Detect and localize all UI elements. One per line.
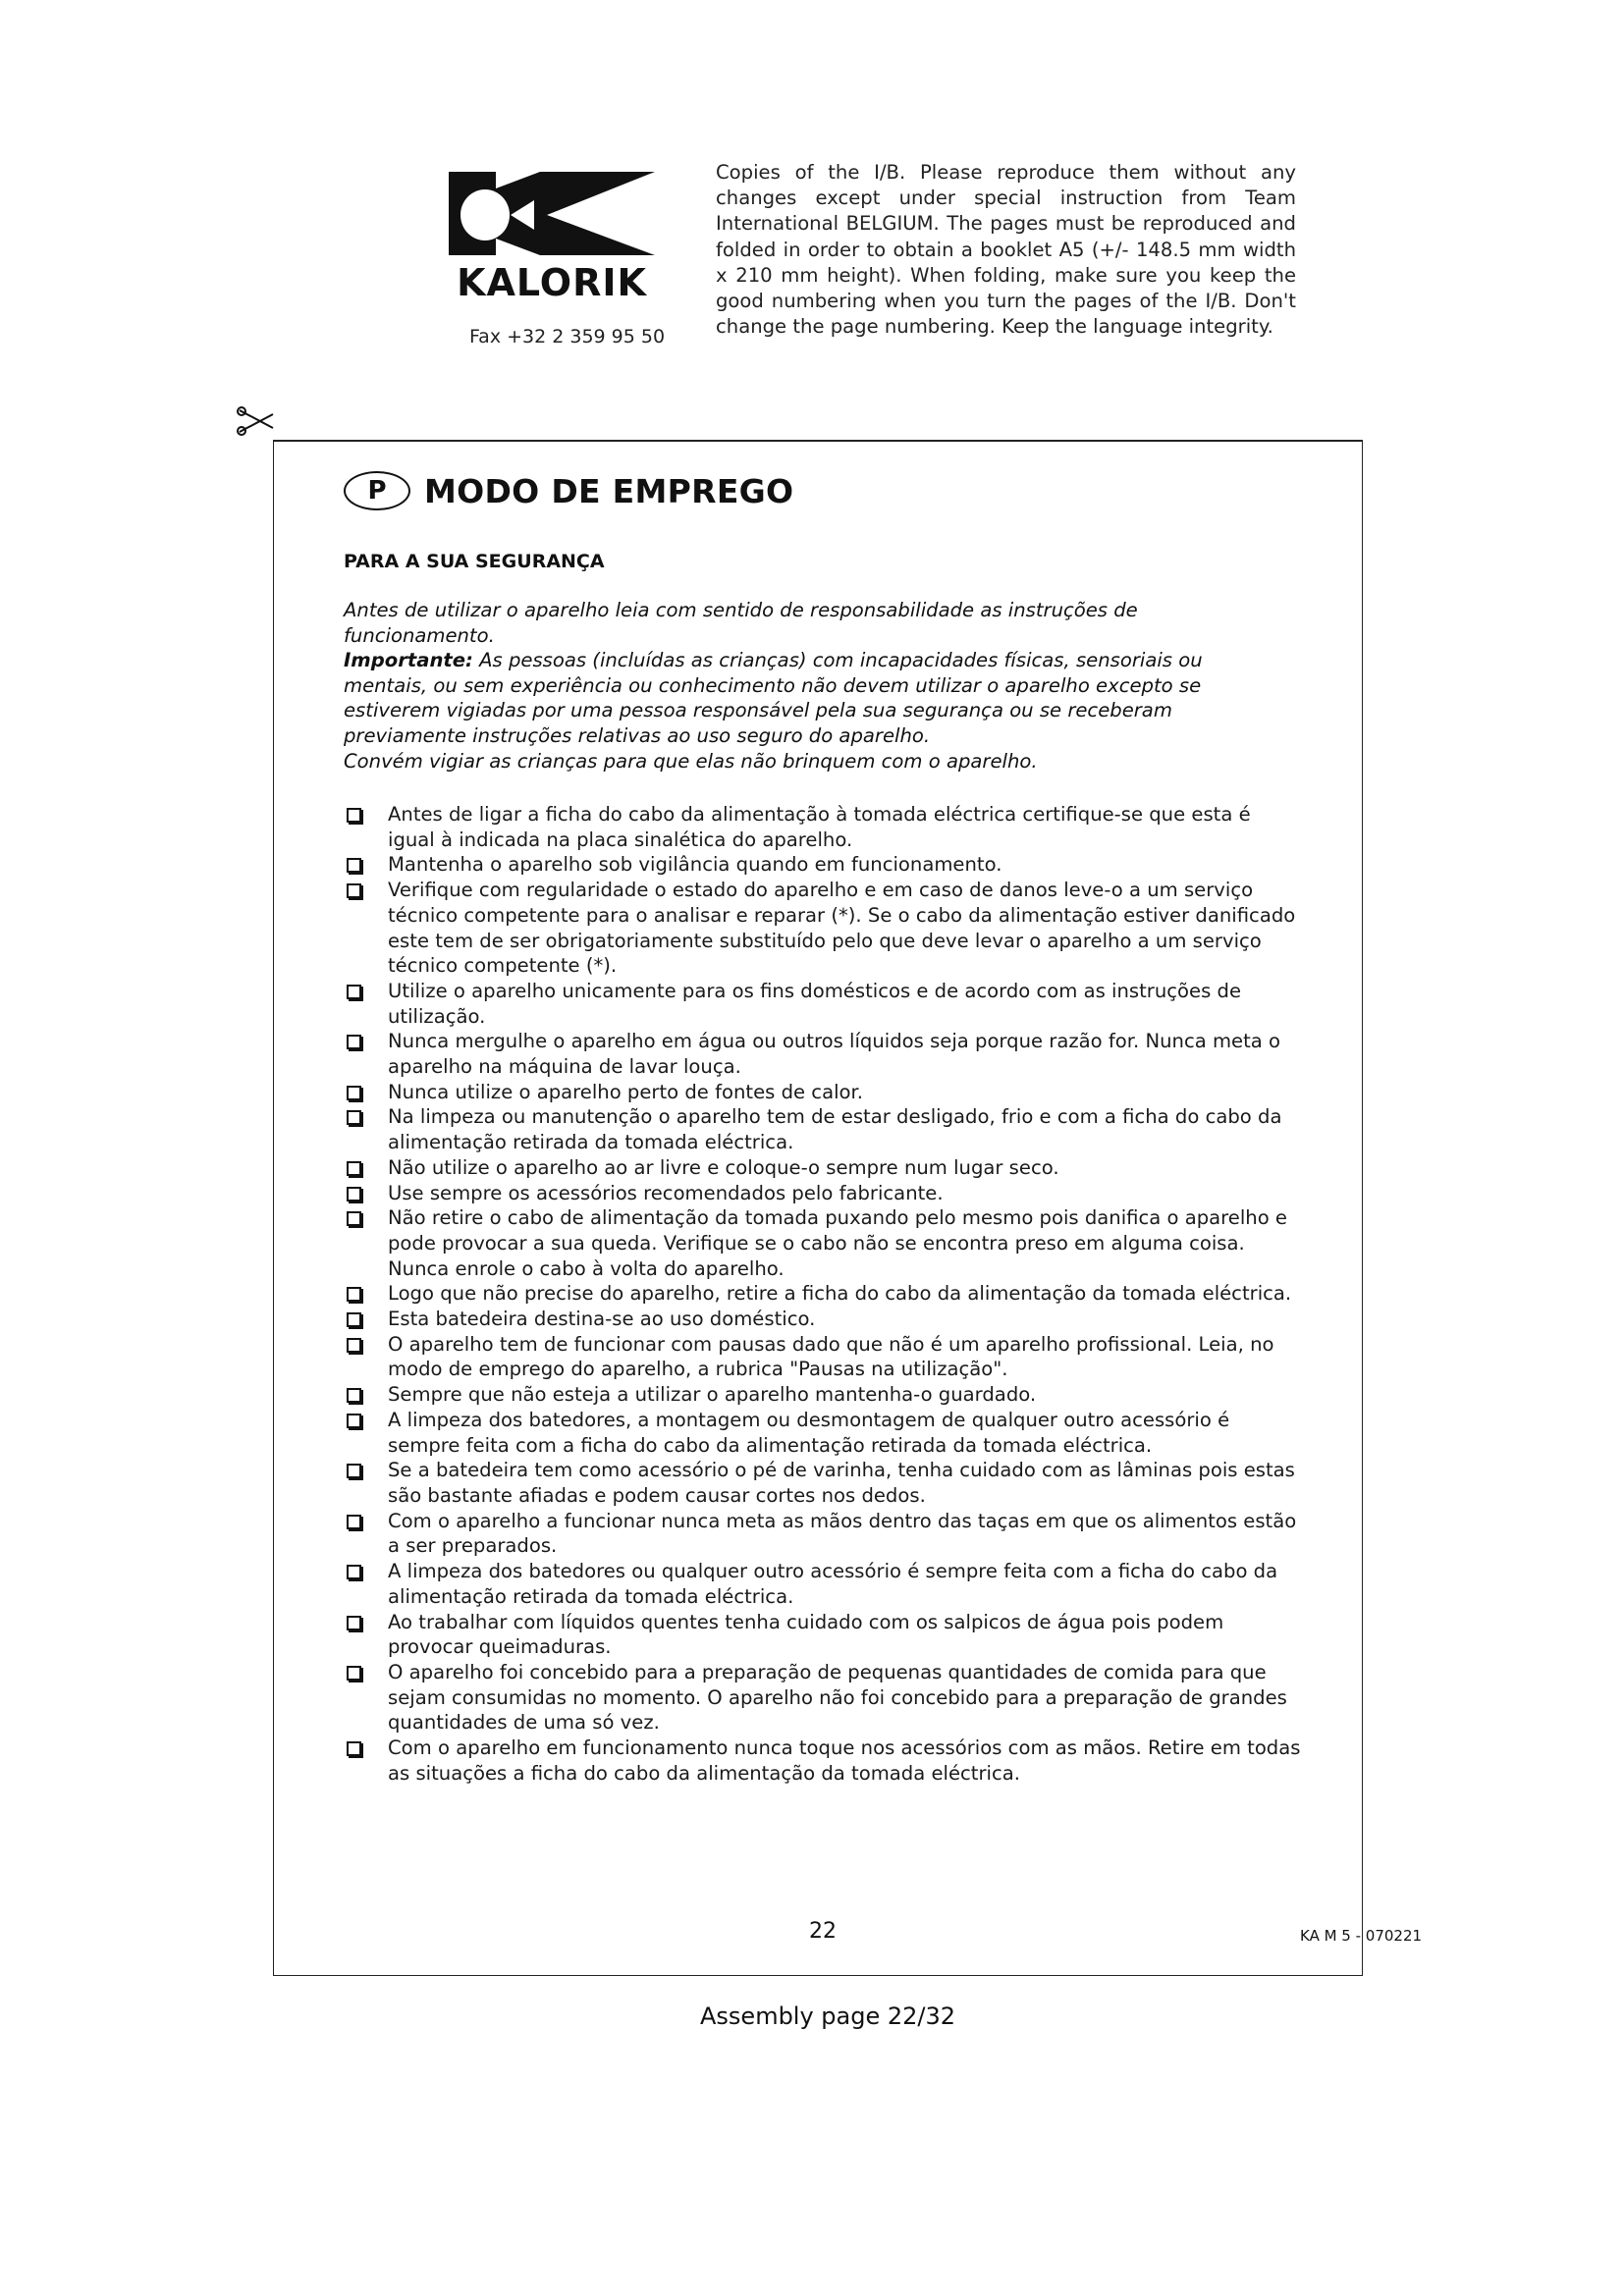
important-paragraph: [344, 648, 1257, 748]
list-item: [344, 1458, 1301, 1508]
list-item-text: A limpeza dos batedores, a montagem ou desmontagem de qualquer outro acessório é sempre feita com a ficha do cabo da alimentação retirada da tomada eléctrica.: [388, 1408, 1230, 1457]
list-item: [344, 852, 1301, 878]
checkbox-bullet-icon: [347, 883, 361, 898]
important-label: Importante:: [344, 649, 473, 672]
list-item-text: Nunca mergulhe o aparelho em água ou outros líquidos seja porque razão for. Nunca meta o aparelho na máquina de lavar louça.: [388, 1030, 1281, 1079]
list-item-text: Esta batedeira destina-se ao uso doméstico.: [388, 1308, 816, 1331]
list-item-text: O aparelho foi concebido para a preparação de pequenas quantidades de comida para que sejam consumidas no momento. O aparelho não foi concebido para a preparação de grandes quantidades de uma só vez.: [388, 1660, 1287, 1735]
list-item: [344, 1155, 1301, 1181]
checkbox-bullet-icon: [347, 985, 361, 999]
list-item: [344, 802, 1301, 852]
list-item: [344, 1610, 1301, 1660]
checkbox-bullet-icon: [347, 1414, 361, 1428]
list-item-text: Verifique com regularidade o estado do aparelho e em caso de danos leve-o a um serviço técnico competente para o analisar e reparar (*). Se o cabo da alimentação estiver danificado este tem de ser obrigatoriamente substituído pelo que deve levar o aparelho a um serviço técnico competente (*).: [388, 879, 1296, 978]
list-item: [344, 1559, 1301, 1609]
list-item: [344, 1660, 1301, 1735]
scissors-icon: [236, 406, 277, 436]
list-item: [344, 1104, 1301, 1154]
list-item-text: Se a batedeira tem como acessório o pé de varinha, tenha cuidado com as lâminas pois estas são bastante afiadas e podem causar cortes nos dedos.: [388, 1459, 1295, 1507]
list-item: [344, 1181, 1301, 1206]
section-title: PARA A SUA SEGURANÇA: [344, 551, 605, 572]
checkbox-bullet-icon: [347, 1338, 361, 1353]
list-item-text: Não utilize o aparelho ao ar livre e coloque-o sempre num lugar seco.: [388, 1155, 1059, 1179]
checkbox-bullet-icon: [347, 1388, 361, 1403]
checkbox-bullet-icon: [347, 1616, 361, 1630]
checkbox-bullet-icon: [347, 1287, 361, 1302]
checkbox-bullet-icon: [347, 1666, 361, 1681]
document-code: KA M 5 - 070221: [1300, 1927, 1423, 1945]
children-paragraph: Convém vigiar as crianças para que elas não brinquem com o aparelho.: [344, 749, 1038, 773]
list-item-text: Com o aparelho a funcionar nunca meta as mãos dentro das taças em que os alimentos estão a ser preparados.: [388, 1509, 1297, 1558]
list-item: [344, 1029, 1301, 1079]
checkbox-bullet-icon: [347, 1211, 361, 1226]
list-item-text: Utilize o aparelho unicamente para os fins domésticos e de acordo com as instruções de utilização.: [388, 979, 1242, 1028]
safety-list: [344, 802, 1301, 1786]
checkbox-bullet-icon: [347, 1161, 361, 1176]
checkbox-bullet-icon: [347, 808, 361, 823]
checkbox-bullet-icon: [347, 1312, 361, 1327]
checkbox-bullet-icon: [347, 1464, 361, 1478]
list-item-text: Mantenha o aparelho sob vigilância quando em funcionamento.: [388, 853, 1002, 877]
page-heading: [344, 471, 793, 510]
list-item-text: Nunca utilize o aparelho perto de fontes de calor.: [388, 1080, 863, 1103]
svg-text:KALORIK: KALORIK: [457, 261, 647, 304]
list-item: [344, 1382, 1301, 1408]
list-item-text: Sempre que não esteja a utilizar o aparelho mantenha-o guardado.: [388, 1383, 1037, 1407]
list-item: [344, 1509, 1301, 1559]
language-badge: P: [344, 471, 410, 510]
checkbox-bullet-icon: [347, 1110, 361, 1125]
list-item: [344, 1205, 1301, 1281]
safety-intro: [344, 598, 1257, 774]
list-item: [344, 1332, 1301, 1382]
list-item-text: Na limpeza ou manutenção o aparelho tem de estar desligado, frio e com a ficha do cabo da alimentação retirada da tomada eléctrica.: [388, 1105, 1282, 1154]
checkbox-bullet-icon: [347, 1515, 361, 1529]
list-item-text: Antes de ligar a ficha do cabo da alimentação à tomada eléctrica certifique-se que esta é igual à indicada na placa sinalética do aparelho.: [388, 803, 1251, 851]
assembly-page-label: Assembly page 22/32: [700, 2002, 956, 2030]
list-item-text: Ao trabalhar com líquidos quentes tenha cuidado com os salpicos de água pois podem provocar queimaduras.: [388, 1610, 1224, 1659]
list-item-text: Logo que não precise do aparelho, retire a ficha do cabo da alimentação da tomada eléctrica.: [388, 1282, 1292, 1306]
checkbox-bullet-icon: [347, 858, 361, 873]
list-item-text: Com o aparelho em funcionamento nunca toque nos acessórios com as mãos. Retire em todas as situações a ficha do cabo da alimentação da tomada eléctrica.: [388, 1736, 1301, 1785]
list-item: [344, 1408, 1301, 1458]
list-item-text: A limpeza dos batedores ou qualquer outro acessório é sempre feita com a ficha do cabo da alimentação retirada da tomada eléctrica.: [388, 1560, 1278, 1608]
intro-paragraph: Antes de utilizar o aparelho leia com sentido de responsabilidade as instruções de funcionamento.: [344, 599, 1138, 647]
checkbox-bullet-icon: [347, 1741, 361, 1756]
checkbox-bullet-icon: [347, 1035, 361, 1049]
copy-instructions: Copies of the I/B. Please reproduce them without any changes except under special instruction from Team International BELGIUM. The pages must be reproduced and folded in order to obtain a booklet A5 (+/- 148.5 mm width x 210 mm height). When folding, make sure you keep the good numbering when you turn the pages of the I/B. Don't change the page numbering. Keep the language integrity.: [716, 161, 1296, 339]
list-item: [344, 1735, 1301, 1786]
list-item: [344, 878, 1301, 979]
fax-number: Fax +32 2 359 95 50: [469, 326, 666, 347]
checkbox-bullet-icon: [347, 1565, 361, 1579]
checkbox-bullet-icon: [347, 1086, 361, 1100]
list-item: [344, 979, 1301, 1029]
list-item: [344, 1307, 1301, 1332]
list-item: [344, 1281, 1301, 1307]
list-item-text: O aparelho tem de funcionar com pausas dado que não é um aparelho profissional. Leia, no modo de emprego do aparelho, a rubrica "Pausas na utilização".: [388, 1332, 1274, 1381]
checkbox-bullet-icon: [347, 1187, 361, 1201]
page-number: 22: [809, 1919, 837, 1944]
list-item: [344, 1080, 1301, 1105]
list-item-text: Use sempre os acessórios recomendados pelo fabricante.: [388, 1181, 944, 1204]
page-title: MODO DE EMPREGO: [424, 471, 794, 510]
list-item-text: Não retire o cabo de alimentação da tomada puxando pelo mesmo pois danifica o aparelho e pode provocar a sua queda. Verifique se o cabo não se encontra preso em alguma coisa. Nunca enrole o cabo à volta do aparelho.: [388, 1206, 1287, 1280]
important-text: As pessoas (incluídas as crianças) com incapacidades físicas, sensoriais ou mentais, ou sem experiência ou conhecimento não devem utilizar o aparelho excepto se estiverem vigiadas por uma pessoa responsável pela sua segurança ou se receberam previamente instruções relativas ao uso seguro do aparelho.: [344, 649, 1203, 747]
kalorik-logo: [444, 167, 660, 304]
